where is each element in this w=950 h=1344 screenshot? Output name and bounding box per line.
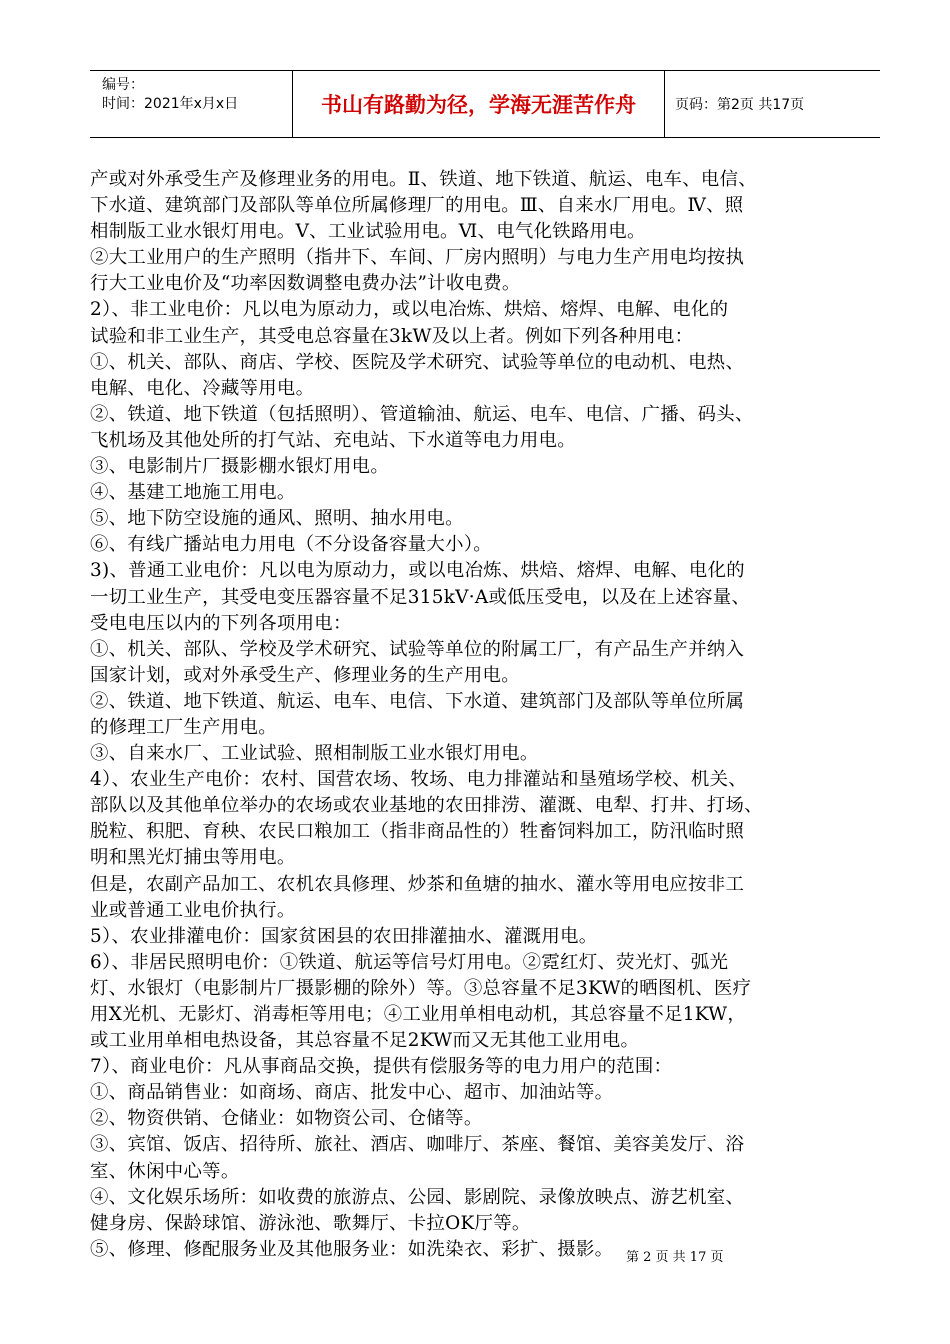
page-footer: 第 2 页 共 17 页 — [626, 1250, 724, 1265]
body-line: 或工业用单相电热设备，其总容量不足2KW而又无其他工业用电。 — [90, 1030, 640, 1052]
time-label: 时间：2021年x月x日 — [102, 96, 239, 112]
body-line: ②大工业用户的生产照明（指井下、车间、厂房内照明）与电力生产用电均按执 — [90, 247, 745, 269]
body-line: 灯、水银灯（电影制片厂摄影棚的除外）等。③总容量不足3KW的晒图机、医疗 — [90, 977, 752, 999]
body-line: 用X光机、无影灯、消毒柜等用电；④工业用单相电动机，其总容量不足1KW， — [90, 1004, 747, 1025]
body-line: 业或普通工业电价执行。 — [90, 899, 296, 921]
body-line: ②、铁道、地下铁道（包括照明）、管道输油、航运、电车、电信、广播、码头、 — [90, 403, 754, 425]
body-line: 电解、电化、冷藏等用电。 — [90, 377, 315, 399]
body-line: 国家计划，或对外承受生产、修理业务的生产用电。 — [90, 664, 520, 686]
body-line: ①、商品销售业：如商场、商店、批发中心、超市、加油站等。 — [90, 1082, 614, 1104]
body-line: 室、休闲中心等。 — [90, 1160, 240, 1182]
body-line: 3)、普通工业电价：凡以电为原动力，或以电冶炼、烘焙、熔焊、电解、电化的 — [90, 560, 745, 582]
body-line: 的修理工厂生产用电。 — [90, 716, 277, 738]
header-motto: 书山有路勤为径，学海无涯苦作舟 — [293, 71, 665, 137]
body-line: 2）、非工业电价：凡以电为原动力，或以电冶炼、烘焙、熔焊、电解、电化的 — [90, 299, 729, 321]
body-line: ⑤、修理、修配服务业及其他服务业：如洗染衣、彩扩、摄影。 — [90, 1238, 614, 1260]
body-line: 健身房、保龄球馆、游泳池、歌舞厅、卡拉OK厅等。 — [90, 1212, 531, 1234]
body-line: 一切工业生产，其受电变压器容量不足315kV·A或低压受电，以及在上述容量、 — [90, 586, 751, 608]
body-line: 相制版工业水银灯用电。Ⅴ、工业试验用电。Ⅵ、电气化铁路用电。 — [90, 221, 646, 243]
body-line: 部队以及其他单位举办的农场或农业基地的农田排涝、灌溉、电犁、打井、打场、 — [90, 795, 763, 817]
document-body — [90, 167, 882, 1263]
serial-label: 编号： — [102, 77, 144, 93]
body-line: 试验和非工业生产，其受电总容量在3kW及以上者。例如下列各种用电： — [90, 325, 694, 347]
body-line: ①、机关、部队、学校及学术研究、试验等单位的附属工厂，有产品生产并纳入 — [90, 638, 745, 660]
body-line: ⑤、地下防空设施的通风、照明、抽水用电。 — [90, 508, 464, 530]
body-line: 受电电压以内的下列各项用电： — [90, 612, 352, 634]
body-line: ④、文化娱乐场所：如收费的旅游点、公园、影剧院、录像放映点、游艺机室、 — [90, 1186, 745, 1208]
body-line: 但是，农副产品加工、农机农具修理、炒茶和鱼塘的抽水、灌水等用电应按非工 — [90, 873, 745, 895]
header-page-info: 页码：第2页 共17页 — [675, 97, 805, 113]
body-line: ①、机关、部队、商店、学校、医院及学术研究、试验等单位的电动机、电热、 — [90, 351, 745, 373]
body-line: 明和黑光灯捕虫等用电。 — [90, 847, 296, 869]
body-line: 4）、农业生产电价：农村、国营农场、牧场、电力排灌站和垦殖场学校、机关、 — [90, 769, 747, 791]
body-line: 产或对外承受生产及修理业务的用电。Ⅱ、铁道、地下铁道、航运、电车、电信、 — [90, 169, 757, 190]
body-line: 6）、非居民照明电价：①铁道、航运等信号灯用电。②霓红灯、荧光灯、弧光 — [90, 951, 729, 973]
body-line: ②、铁道、地下铁道、航运、电车、电信、下水道、建筑部门及部队等单位所属 — [90, 690, 745, 712]
body-line: ②、物资供销、仓储业：如物资公司、仓储等。 — [90, 1108, 483, 1130]
body-line: 7）、商业电价：凡从事商品交换，提供有偿服务等的电力用户的范围： — [90, 1056, 673, 1078]
body-line: ④、基建工地施工用电。 — [90, 482, 296, 504]
header-meta — [90, 71, 293, 137]
body-line: 行大工业电价及“功率因数调整电费办法”计收电费。 — [90, 273, 521, 295]
body-line: ⑥、有线广播站电力用电（不分设备容量大小）。 — [90, 534, 492, 556]
body-line: ③、宾馆、饭店、招待所、旅社、酒店、咖啡厅、茶座、餐馆、美容美发厅、浴 — [90, 1134, 745, 1156]
body-line: 下水道、建筑部门及部队等单位所属修理厂的用电。Ⅲ、自来水厂用电。Ⅳ、照 — [90, 195, 744, 217]
page-header — [90, 70, 880, 138]
body-line: 飞机场及其他处所的打气站、充电站、下水道等电力用电。 — [90, 429, 576, 451]
body-line: 脱粒、积肥、育秧、农民口粮加工（指非商品性的）牲畜饲料加工，防汛临时照 — [90, 821, 745, 843]
body-line: ③、自来水厂、工业试验、照相制版工业水银灯用电。 — [90, 743, 539, 765]
body-line: ③、电影制片厂摄影棚水银灯用电。 — [90, 456, 390, 478]
body-line: 5）、农业排灌电价：国家贫困县的农田排灌抽水、灌溉用电。 — [90, 925, 598, 947]
